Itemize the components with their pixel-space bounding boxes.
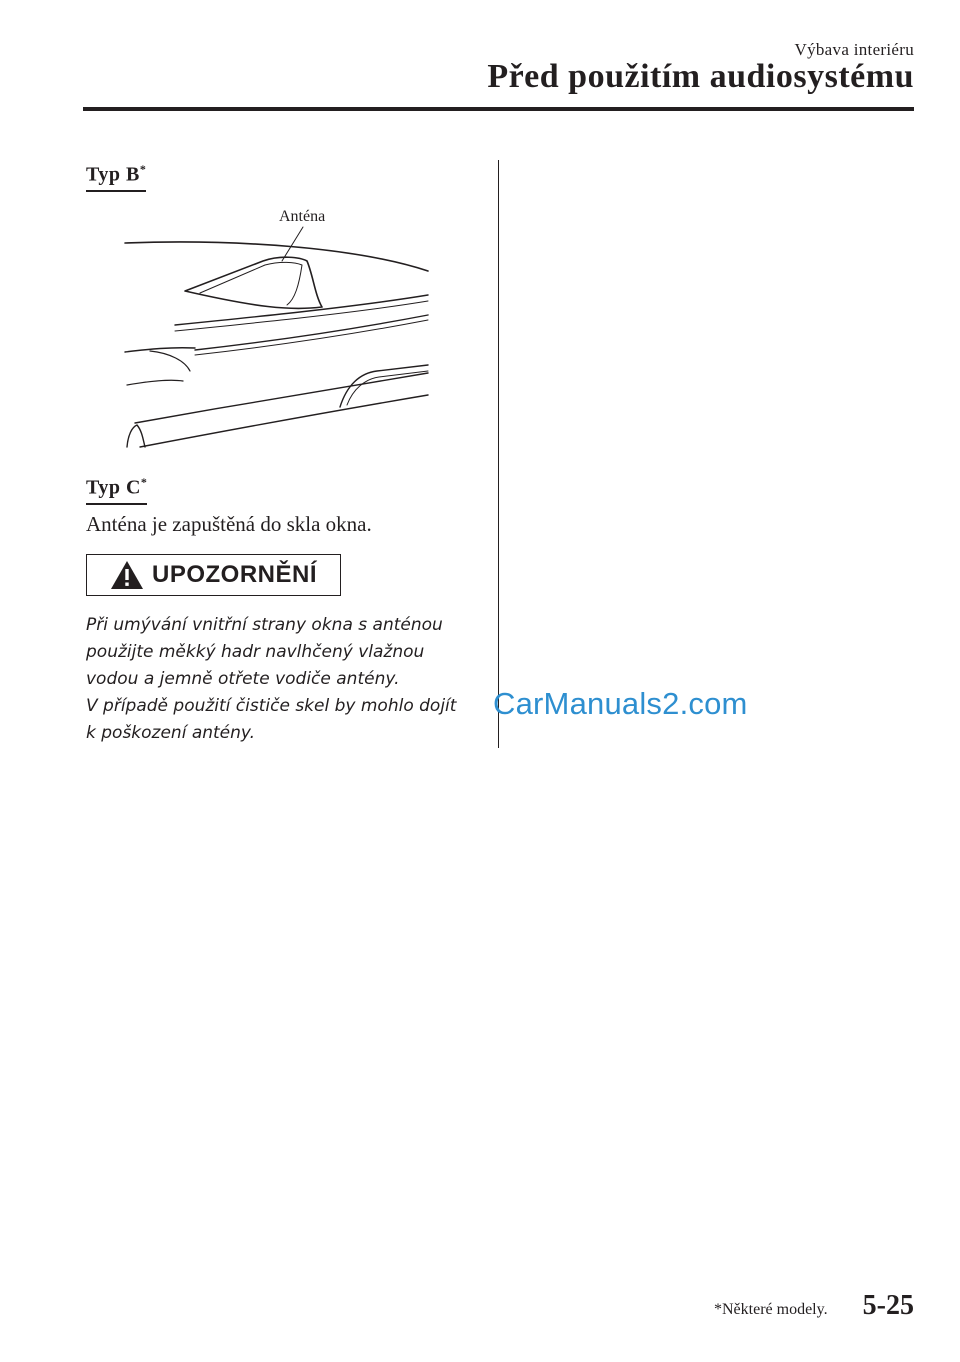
shark-fin-inner xyxy=(200,262,302,305)
body-curve-left xyxy=(127,380,183,385)
type-b-heading xyxy=(86,162,146,192)
antenna-callout-label: Anténa xyxy=(279,208,326,225)
type-c-heading xyxy=(86,475,147,505)
caution-line: k poškození antény. xyxy=(86,723,256,743)
watermark: CarManuals2.com xyxy=(493,686,748,721)
rear-window-curve xyxy=(150,351,190,371)
caution-label: UPOZORNĚNÍ xyxy=(151,561,317,588)
column-divider xyxy=(498,160,499,748)
roof-rear-edge xyxy=(175,295,428,325)
page-number: 5-25 xyxy=(862,1290,914,1321)
antenna-illustration xyxy=(115,195,445,460)
tail-edge xyxy=(127,425,145,447)
type-b-label: Typ B xyxy=(86,163,140,186)
type-c-label: Typ C xyxy=(86,476,141,499)
footnote-marker: * xyxy=(139,162,147,176)
rear-spoiler-inner xyxy=(347,371,428,405)
rear-window-upper xyxy=(125,348,195,352)
type-c-description: Anténa je zapuštěná do skla okna. xyxy=(86,512,372,536)
header-section-name: Výbava interiéru xyxy=(794,40,914,59)
header-rule xyxy=(83,107,914,111)
caution-text xyxy=(86,612,486,747)
page-title: Před použitím audiosystému xyxy=(487,58,914,95)
footnote-marker: * xyxy=(140,475,148,489)
caution-box xyxy=(86,554,341,596)
body-crease-upper xyxy=(195,315,428,350)
caution-line: použijte měkký hadr navlhčený vlažnou xyxy=(86,642,425,662)
footnote: *Některé modely. xyxy=(714,1301,828,1318)
caution-line: V případě použití čističe skel by mohlo dojít xyxy=(86,696,457,716)
antenna-callout-leader xyxy=(282,227,303,261)
trunk-line-lower xyxy=(140,395,428,447)
caution-line: Při umývání vnitřní strany okna s anténou xyxy=(86,615,443,635)
warning-triangle-icon xyxy=(110,560,144,590)
caution-line: vodou a jemně otřete vodiče antény. xyxy=(86,669,400,689)
roof-edge xyxy=(125,242,428,271)
